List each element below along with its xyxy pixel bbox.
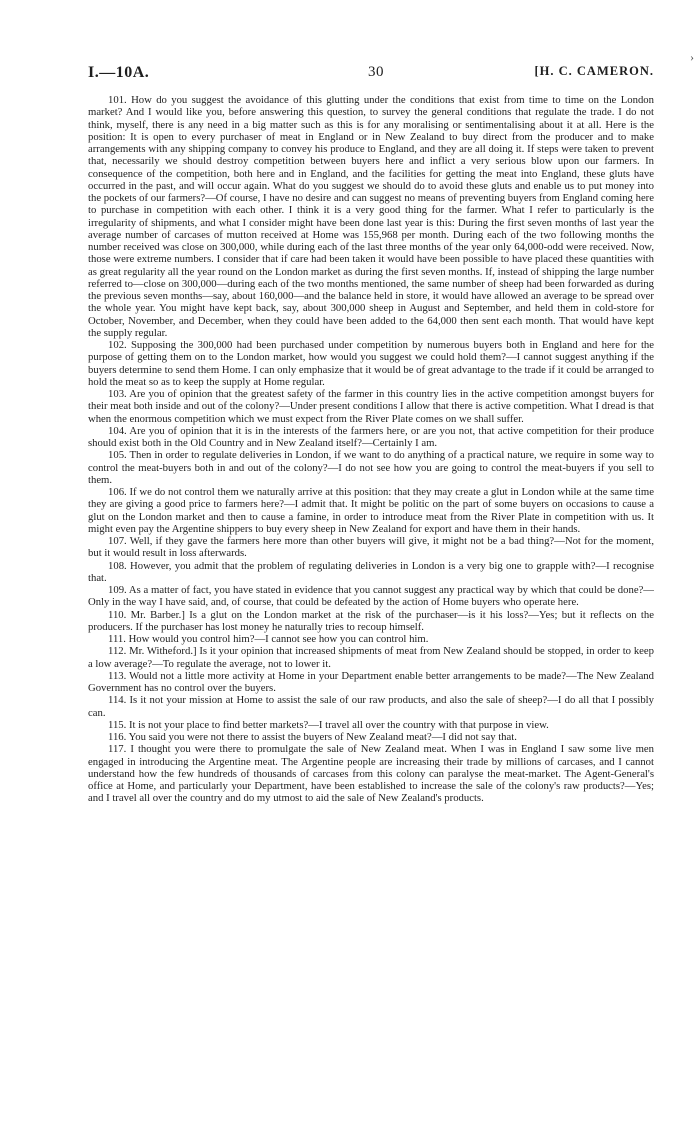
paragraph-116: 116. You said you were not there to assist the buyers of New Zealand meat?—I did not say that. <box>108 731 517 743</box>
paragraph-115: 115. It is not your place to find better markets?—I travel all over the country with that purpose in view. <box>108 718 549 731</box>
paragraph-114: 114. Is it not your mission at Home to assist the sale of our raw products, and also the sale of sheep?—I do all that I possibly can. <box>88 694 654 719</box>
paragraph-102: 102. Supposing the 300,000 had been purchased under competition by numerous buyers both in England and here for the purpose of getting them on to the London market, how would you suggest we could hold them?—I cannot suggest anything if the buyers determine to send them Home. I can only emphasize that it would be of great advantage to the trade if it could be arranged to hold the meat so as to keep the supply at Home regular. <box>88 339 654 388</box>
paragraph-104: 104. Are you of opinion that it is in the interests of the farmers here, or are you not, that active competition for their produce should exist both in the Old Country and in New Zealand itself?—Certainly I am. <box>88 424 654 449</box>
header-page-number: 30 <box>368 64 384 80</box>
paragraph-111: 111. How would you control him?—I cannot see how you can control him. <box>108 633 429 645</box>
paragraph-109: 109. As a matter of fact, you have stated in evidence that you cannot suggest any practical way by which that could be done?—Only in the way I have said, and, of course, that could be defeated by the action of Home buyers who operate here. <box>88 584 654 609</box>
paragraph-107: 107. Well, if they gave the farmers here more than other buyers will give, it might not be a bad thing?—Not for the moment, but it would result in loss afterwards. <box>88 535 654 560</box>
paragraph-106: 106. If we do not control them we naturally arrive at this position: that they may create a glut in London while at the same time they are giving a good price to farmers here?—I admit that. It might be politic on the part of some buyers on occasions to cause a glut on the London market and then to cause a famine, in order to introduce meat from the River Plate in competition with us. It might even pay the Argentine shippers to buy every sheep in New Zealand for export and have them in their hands. <box>88 486 654 535</box>
paragraph-113: 113. Would not a little more activity at Home in your Department enable better arrangements to be made?—The New Zealand Government has no control over the buyers. <box>88 669 654 694</box>
evidence-body <box>88 94 654 805</box>
paragraph-103: 103. Are you of opinion that the greatest safety of the farmer in this country lies in the active competition amongst buyers for their meat both inside and out of the colony?—Under present conditions I allow that there is active competition. What I dread is that when the enormous competition which we must expect from the River Plate comes on we shall suffer. <box>88 388 654 425</box>
header-report-code: I.—10A. <box>88 64 150 81</box>
paragraph-101: 101. How do you suggest the avoidance of this glutting under the conditions that exist from time to time on the London market? And I would like you, before answering this question, to survey the general conditions that regulate the trade. I do not think, myself, there is any need in a big matter such as this is for any moralising or sentimentalising about it at all. Here is the position: It is open to every purchaser of meat in England or in New Zealand to buy direct from the producer and to make arrangements with any shipping company to convey his produce to England, and they are all doing it. If steps were taken to prevent that, necessarily we should destroy competition between buyers here and inflict a very serious blow upon our farmers. In consequence of the competition, both here and in England, and the facilities for getting the meat into England, these gluts have occurred in the past, and will occur again. What do you suggest we should do to avoid these gluts and enable us to put money into the pockets of our farmers?—Of course, I have no desire and can suggest no means of preventing buyers from England coming here to purchase in competition with each other. I think it is a very good thing for the farmer. What I refer to particularly is the irregularity of shipments, and what I consider might have been done last year is this: During the first seven months of last year the average number of carcases of mutton received at Home was 155,968 per month. During each of the two following months the number received was close on 300,000, while during each of the last three months of the year only 64,000-odd were received. Now, those were extreme numbers. I consider that if care had been taken it would have been possible to have placed these quantities with as great regularity all the year round on the London market as during the first seven months. If, instead of shipping the large number referred to—close on 300,000—during each of the two months mentioned, the same number of sheep had been forwarded as during the previous seven months—say, about 160,000—and the balance held in store, it would have allowed an average to be spread over the whole year. You might have kept back, say, about 300,000 sheep in August and September, and held them in cold-store for October, November, and December, when they could have been added to the 64,000 then sent each month. That would have kept the supply regular. <box>88 94 654 339</box>
paragraph-110: 110. Mr. Barber.] Is a glut on the London market at the risk of the purchaser—is it his loss?—Yes; but it reflects on the producers. If the purchaser has lost money he naturally tries to recoup himself. <box>88 608 654 633</box>
paragraph-112: 112. Mr. Witheford.] Is it your opinion that increased shipments of meat from New Zealand should be stopped, in order to keep a low average?—To regulate the average, not to lower it. <box>88 645 654 670</box>
paragraph-105: 105. Then in order to regulate deliveries in London, if we want to do anything of a practical nature, we require in some way to control the meat-buyers both in and out of the colony?—I do not see how you are going to control the meat-buyers if you sell to them. <box>88 449 654 486</box>
page-header <box>88 64 654 94</box>
margin-mark-icon: › <box>690 50 694 64</box>
header-witness-name: [H. C. CAMERON. <box>534 64 654 78</box>
paragraph-117: 117. I thought you were there to promulgate the sale of New Zealand meat. When I was in England I saw some live men engaged in introducing the Argentine meat. The Argentine people are increasing their trade by millions of carcases, and I cannot understand how the few hundreds of thousands of carcases from this colony can paralyse the meat-market. The Agent-General's office at Home, and particularly your Department, have been established to increase the sale of the colony's raw products?—Yes; and I travel all over the country and do my utmost to aid the sale of New Zealand's products. <box>88 743 654 805</box>
paragraph-108: 108. However, you admit that the problem of regulating deliveries in London is a very big one to grapple with?—I recognise that. <box>88 559 654 584</box>
